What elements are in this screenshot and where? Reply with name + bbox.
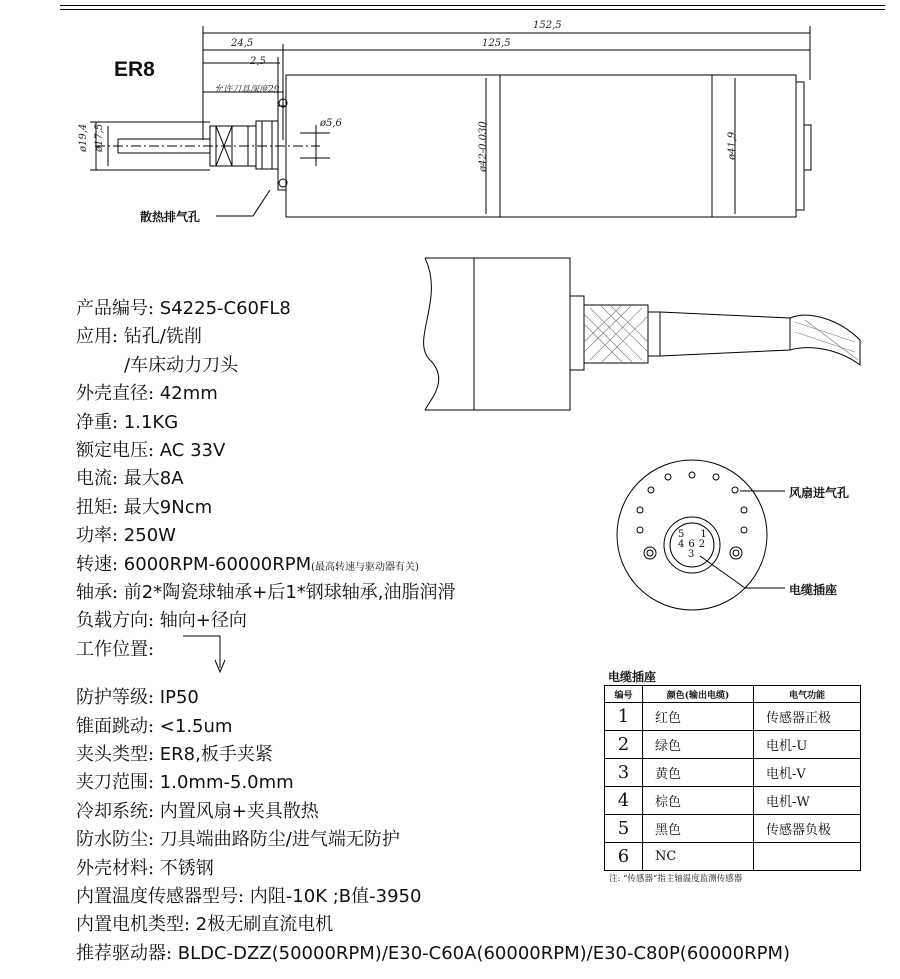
spec-value: BLDC-DZZ(50000RPM)/E30-C60A(60000RPM)/E30-C80P(60000RPM): [172, 942, 791, 964]
spec-value: 250W: [118, 525, 176, 547]
pin-table: [604, 685, 861, 871]
dim-dia-41-9: ø41,9: [727, 131, 738, 160]
spec-value: ER8,板手夹紧: [154, 744, 273, 765]
dim-125-5: 125,5: [482, 38, 511, 49]
spec-label: 夹头类型:: [76, 744, 155, 765]
spec-label: 防护等级:: [76, 687, 155, 709]
spec-label: 额定电压:: [76, 440, 155, 461]
spec-row: [76, 941, 790, 967]
spec-row: [76, 799, 319, 825]
callout-cable-socket: 电缆插座: [789, 583, 838, 597]
electrical-function: 传感器正极: [754, 703, 861, 731]
spec-row: [76, 410, 178, 436]
pin-2: 2: [698, 539, 706, 550]
spec-row: [76, 523, 176, 549]
spec-value: 最大9Ncm: [118, 496, 213, 518]
pin-1: 1: [700, 529, 707, 540]
spec-label: 扭矩:: [76, 496, 119, 518]
pin-5: 5: [678, 529, 685, 540]
spec-label: 内置温度传感器型号:: [76, 886, 245, 907]
spec-value: 1.0mm-5.0mm: [154, 772, 294, 794]
dim-dia-19-4: ø19,4: [78, 123, 89, 152]
pin-table-header: [605, 686, 861, 703]
spec-row: [76, 856, 214, 882]
table-row: [605, 787, 861, 815]
spec-label: 外壳直径:: [76, 383, 155, 405]
electrical-function: 传感器负极: [754, 815, 861, 843]
spec-label: 净重:: [76, 411, 119, 433]
spec-value: 6000RPM-60000RPM: [118, 553, 312, 575]
electrical-function: 电机-W: [754, 787, 861, 815]
spec-value: S4225-C60FL8: [154, 298, 291, 319]
spec-row: [76, 827, 400, 853]
spec-row: [76, 495, 212, 521]
dim-24-5: 24,5: [231, 38, 254, 49]
spec-label: 负载方向:: [76, 610, 155, 632]
pin-number: 5: [605, 815, 643, 843]
spec-row: [76, 466, 184, 492]
spec-value: IP50: [154, 687, 199, 709]
spec-value: 轴向+径向: [154, 610, 247, 632]
spec-row: [76, 770, 294, 796]
spec-label: 夹刀范围:: [76, 772, 155, 794]
pin-number: 6: [605, 843, 643, 871]
dim-total-length: 152,5: [533, 20, 562, 31]
spec-row: [76, 685, 199, 711]
table-row: [605, 843, 861, 871]
electrical-function: [754, 843, 861, 871]
table-row: [605, 703, 861, 731]
pin-3: 3: [688, 549, 695, 560]
spec-row: [76, 552, 419, 578]
spec-value: 最大8A: [118, 468, 184, 490]
collet-model-label: ER8: [114, 58, 155, 81]
callout-fan-inlet: 风扇进气孔: [789, 486, 850, 500]
spec-row: [76, 580, 456, 606]
header-num: 编号: [605, 686, 643, 703]
wire-color: NC: [643, 843, 754, 871]
spec-row: [76, 912, 333, 938]
pin-number: 2: [605, 731, 643, 759]
spec-value: AC 33V: [154, 440, 226, 461]
header-function: 电气功能: [754, 686, 861, 703]
spec-value: /车床动力刀头: [124, 354, 239, 376]
header-color: 颜色(输出电缆): [643, 686, 754, 703]
spec-row: [76, 637, 154, 663]
dim-2-5: 2,5: [250, 56, 266, 67]
spec-value: 钻孔/铣削: [118, 326, 202, 348]
table-row: [605, 759, 861, 787]
pin-table-note: 注: “传感器”指主轴温度监测传感器: [609, 874, 743, 884]
pin-number: 3: [605, 759, 643, 787]
spec-row: [76, 742, 273, 768]
spec-value: 内阻-10K ;B值-3950: [244, 886, 422, 907]
electrical-function: 电机-V: [754, 759, 861, 787]
pin-number: 1: [605, 703, 643, 731]
spec-row: [76, 608, 247, 634]
spec-value: 1.1KG: [118, 411, 179, 433]
wire-color: 棕色: [643, 787, 754, 815]
dim-dia-17-5: ø17,5: [94, 123, 105, 152]
spec-value: <1.5um: [154, 715, 233, 737]
dim-tool-depth: 允许刀具深度29: [214, 85, 280, 95]
spec-row: [76, 714, 232, 740]
wire-color: 红色: [643, 703, 754, 731]
spec-value: 不锈钢: [154, 857, 214, 879]
spec-label: 推荐驱动器:: [76, 942, 173, 964]
spec-label: 产品编号:: [76, 298, 155, 319]
spec-label: 电流:: [76, 468, 119, 490]
spec-label: 冷却系统:: [76, 800, 155, 822]
spec-label: 转速:: [76, 553, 119, 575]
spec-label: 轴承:: [76, 582, 119, 603]
spec-label: 工作位置:: [76, 638, 155, 660]
connector-pin-numbers: [678, 530, 707, 560]
spec-label: 锥面跳动:: [76, 715, 155, 737]
pin-table-title: 电缆插座: [608, 670, 657, 684]
spec-row: [76, 296, 291, 322]
table-row: [605, 731, 861, 759]
spec-label: 外壳材料:: [76, 857, 155, 879]
spec-value: 42mm: [154, 383, 218, 405]
wire-color: 黑色: [643, 815, 754, 843]
spec-label: 应用:: [76, 326, 119, 348]
pin-number: 4: [605, 787, 643, 815]
spec-value: 刀具端曲路防尘/进气端无防护: [154, 829, 400, 851]
spec-label: 功率:: [76, 525, 119, 547]
spec-row: [76, 381, 218, 407]
pin-6: 6: [688, 539, 695, 550]
spec-row: [124, 353, 238, 379]
wire-color: 黄色: [643, 759, 754, 787]
dim-dia-42: ø42-0.030: [478, 121, 489, 172]
spec-value: 内置风扇+夹具散热: [154, 800, 319, 822]
spec-note: (最高转速与驱动器有关): [311, 561, 419, 573]
spec-value: 前2*陶瓷球轴承+后1*钢球轴承,油脂润滑: [118, 582, 456, 603]
pin-4: 4: [678, 539, 685, 550]
spec-row: [76, 884, 421, 910]
wire-color: 绿色: [643, 731, 754, 759]
spec-label: 防水防尘:: [76, 829, 155, 851]
dim-dia-5-6: ø5,6: [320, 118, 342, 129]
spec-value: 2极无刷直流电机: [190, 914, 334, 936]
electrical-function: 电机-U: [754, 731, 861, 759]
spec-row: [76, 438, 225, 464]
callout-vent-hole: 散热排气孔: [140, 210, 201, 224]
table-row: [605, 815, 861, 843]
spec-label: 内置电机类型:: [76, 914, 191, 936]
spec-row: [76, 324, 202, 350]
